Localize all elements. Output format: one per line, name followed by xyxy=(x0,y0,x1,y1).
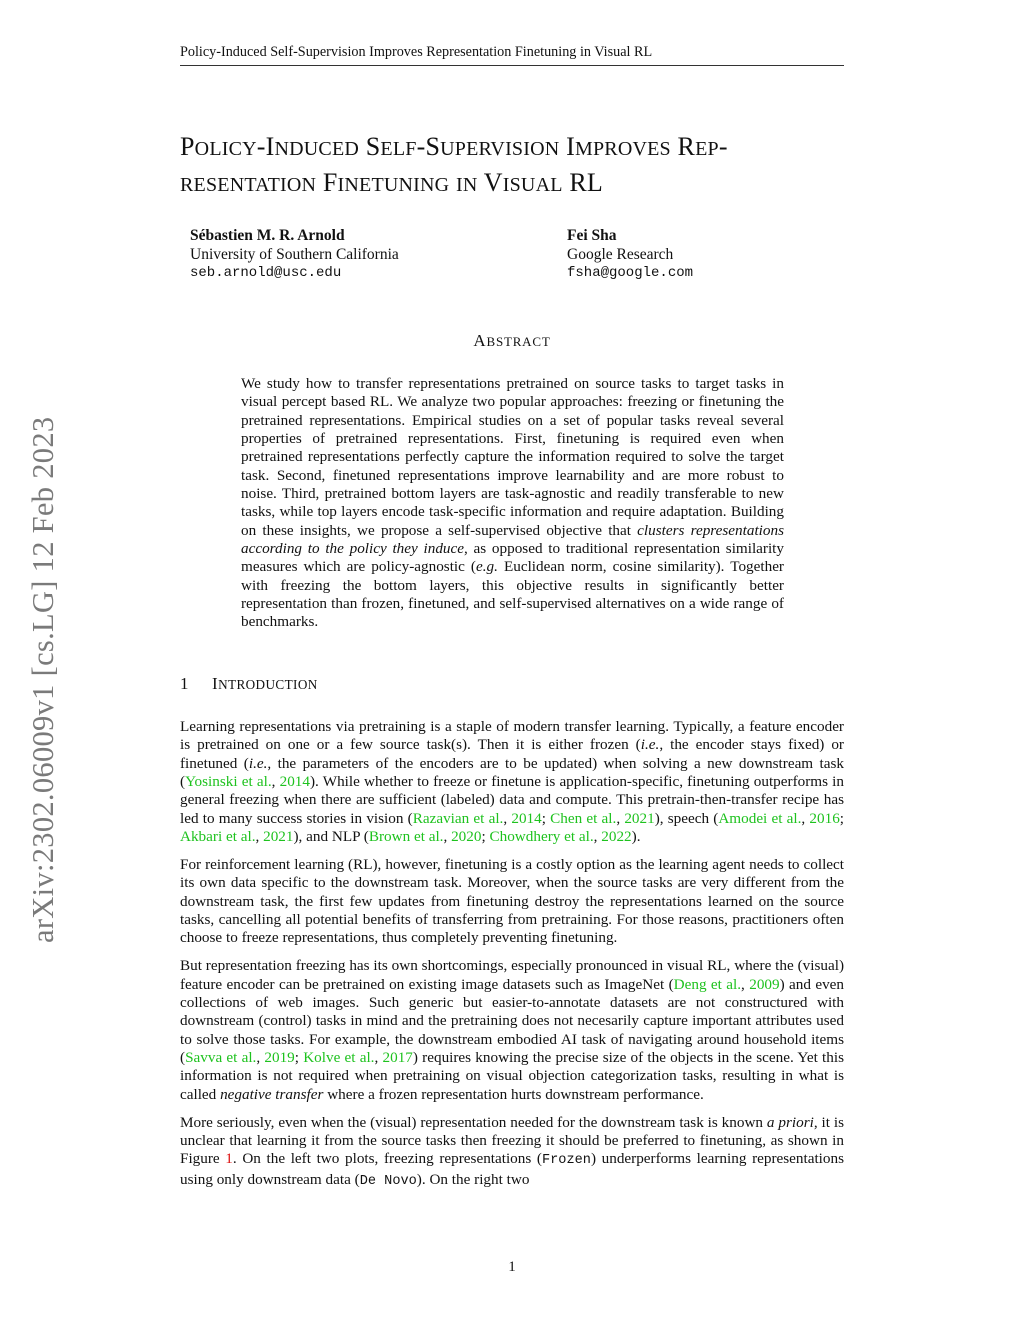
text-run: ), and NLP ( xyxy=(293,828,369,846)
title-separator: - xyxy=(718,132,728,161)
text-run: ), speech ( xyxy=(654,809,719,827)
body-paragraph xyxy=(180,957,844,1104)
title-word-rest: UPERVISION xyxy=(440,138,560,160)
text-run: ; xyxy=(481,828,490,846)
title-word-initial: RL xyxy=(569,168,603,197)
citation-link[interactable]: 2014 xyxy=(511,809,542,827)
title-word-initial: S xyxy=(365,132,381,161)
code-text: Frozen xyxy=(541,1153,591,1169)
text-run: ). While whether to freeze or finetune is application-specific, finetuning outperforms in general freezing when there are sufficient (labeled) data and compute. This pretrain-then-transfer recipe has led to many success stories in vision ( xyxy=(180,773,844,827)
text-run: We study how to transfer representations pretrained on source tasks to target tasks in visual percept based RL. We analyze two popular approaches: freezing or finetuning the pretrained representations. Empirical studies on a set of popular tasks reveal several properties of pretrained representations. First, finetuning is required even when pretrained representations perfectly capture the information required to solve the target task. Second, finetuned representations improve learnability and are more robust to noise. Third, pretrained bottom layers are task-agnostic and readily transferable to new tasks, while top layers encode task-specific information and require adaptation. Building on these insights, we propose a self-supervised objective that xyxy=(241,375,784,539)
title-word-rest: IN xyxy=(456,174,478,196)
text-run: , the parameters of the encoders are to be updated) when solving a new downstream task ( xyxy=(180,754,845,791)
title-word-rest: RESENTATION xyxy=(180,174,317,196)
citation-link[interactable]: Amodei et al. xyxy=(718,809,802,827)
text-run: But representation freezing has its own shortcomings, especially pronounced in visual RL, where the (visual) feature encoder can be pretrained on existing image datasets such as ImageNet ( xyxy=(180,957,844,993)
author-affiliation: University of Southern California xyxy=(190,245,399,263)
body-paragraph xyxy=(180,718,844,846)
author-affiliation: Google Research xyxy=(567,245,674,263)
author-block xyxy=(190,227,399,283)
section-heading-introduction xyxy=(180,674,318,694)
text-run: . On the left two plots, freezing representations ( xyxy=(232,1150,542,1168)
title-word-rest: EP xyxy=(695,138,719,160)
abstract-heading-rest: BSTRACT xyxy=(486,334,551,349)
text-run: , it is unclear that learning it from the source tasks then freezing it should be preferred to finetuning, as shown in Figure xyxy=(180,1113,844,1168)
text-run: , xyxy=(741,975,750,993)
text-run: , the encoder stays fixed) or finetuned ( xyxy=(180,736,844,772)
text-run: Euclidean norm, cosine similarity). Together with freezing the bottom layers, this objective results in significantly better representation than frozen, finetuned, and self-supervised alternatives on a wide range of benchmarks. xyxy=(241,558,784,631)
emphasis-text: i.e. xyxy=(640,736,660,754)
title-word-rest: ELF xyxy=(380,138,417,160)
title-separator xyxy=(359,132,366,161)
title-word-initial: I xyxy=(566,132,575,161)
citation-link[interactable]: 2009 xyxy=(749,975,780,993)
code-text: De Novo xyxy=(359,1173,417,1189)
text-run: ) requires knowing the precise size of the objects in the scene. Yet this information is not required when pretraining on visual objection categorization tasks, resulting in what is called xyxy=(180,1049,844,1103)
citation-link[interactable]: 2020 xyxy=(451,828,482,846)
title-separator xyxy=(449,168,456,197)
arxiv-identifier-stamp[interactable]: arXiv:2302.06009v1 [cs.LG] 12 Feb 2023 xyxy=(26,416,60,943)
section-title-cap: I xyxy=(212,674,219,693)
emphasis-text: e.g. xyxy=(475,558,498,576)
citation-link[interactable]: Akbari et al. xyxy=(180,828,256,846)
text-run: , as opposed to traditional representation similarity measures which are policy-agnostic ( xyxy=(241,540,784,576)
text-run: ). xyxy=(631,828,641,846)
citation-link[interactable]: Kolve et al. xyxy=(303,1049,375,1067)
citation-link[interactable]: 2019 xyxy=(264,1049,295,1067)
abstract-heading xyxy=(0,331,1024,351)
text-run: , xyxy=(616,809,625,827)
title-separator xyxy=(316,168,323,197)
text-run: ; xyxy=(541,809,551,827)
title-word-initial: I xyxy=(265,132,275,161)
citation-link[interactable]: 2021 xyxy=(263,828,294,846)
citation-link[interactable]: 2016 xyxy=(809,809,840,827)
text-run: , xyxy=(271,773,280,791)
title-word-rest: NDUCED xyxy=(274,138,360,160)
section-number: 1 xyxy=(180,674,189,693)
citation-link[interactable]: Chowdhery et al. xyxy=(489,828,594,846)
text-run: , xyxy=(255,828,264,846)
text-run: More seriously, even when the (visual) representation needed for the downstream task is known xyxy=(180,1113,767,1131)
text-run: , xyxy=(256,1049,265,1067)
citation-link[interactable]: Yosinski et al. xyxy=(185,773,272,791)
citation-link[interactable]: Razavian et al. xyxy=(412,809,504,827)
figure-reference-link[interactable]: 1 xyxy=(225,1150,233,1168)
introduction-body xyxy=(180,718,844,1201)
title-word-rest: MPROVES xyxy=(574,138,671,160)
author-email[interactable]: fsha@google.com xyxy=(567,265,694,281)
title-separator: - xyxy=(416,132,426,161)
text-run: ). On the right two xyxy=(416,1170,530,1188)
text-run: , xyxy=(443,828,452,846)
emphasis-text: a priori xyxy=(766,1113,814,1131)
text-run: ; xyxy=(839,809,845,827)
text-run: where a frozen representation hurts downstream performance. xyxy=(323,1085,704,1103)
text-run: ; xyxy=(294,1049,304,1067)
author-email[interactable]: seb.arnold@usc.edu xyxy=(190,265,342,281)
section-title-rest: NTRODUCTION xyxy=(218,677,318,692)
emphasis-text: clusters representations according to the policy they induce xyxy=(241,521,784,558)
text-run: Learning representations via pretraining is a staple of modern transfer learning. Typically, a feature encoder is pretrained on one or a few source task(s). Then it is either frozen ( xyxy=(180,718,844,754)
title-word-initial: V xyxy=(483,168,503,197)
body-paragraph xyxy=(180,856,844,948)
abstract-text xyxy=(241,375,784,632)
author-name: Sébastien M. R. Arnold xyxy=(190,227,345,244)
citation-link[interactable]: 2022 xyxy=(601,828,632,846)
title-separator: - xyxy=(256,132,266,161)
title-separator xyxy=(671,132,678,161)
paper-title xyxy=(180,130,860,202)
text-run: , xyxy=(374,1049,383,1067)
author-block xyxy=(567,227,693,283)
abstract-heading-cap: A xyxy=(473,331,487,350)
citation-link[interactable]: Deng et al. xyxy=(673,975,742,993)
title-word-initial: F xyxy=(322,168,338,197)
title-word-rest: INETUNING xyxy=(337,174,450,196)
text-run: For reinforcement learning (RL), however, finetuning is a costly option as the learning agent needs to collect its own data specific to the downstream task. Moreover, when the source tasks are very different from the downstream task, the first few updates from finetuning destroy the representations learned on the source tasks, cancelling all potential benefits of transferring from pretraining. For those reasons, practitioners often choose to freeze representations, thus completely preventing finetuning. xyxy=(180,856,844,947)
title-word-initial: P xyxy=(180,132,195,161)
text-run: , xyxy=(503,809,512,827)
text-run: , xyxy=(801,809,810,827)
citation-link[interactable]: Chen et al. xyxy=(550,809,617,827)
text-run: , xyxy=(593,828,602,846)
title-line-2 xyxy=(180,166,860,202)
emphasis-text: negative transfer xyxy=(220,1085,324,1103)
body-paragraph xyxy=(180,1114,844,1191)
title-word-rest: ISUAL xyxy=(502,174,563,196)
citation-link[interactable]: Savva et al. xyxy=(185,1049,257,1067)
citation-link[interactable]: 2014 xyxy=(279,773,310,791)
citation-link[interactable]: Brown et al. xyxy=(368,828,444,846)
running-header: Policy-Induced Self-Supervision Improves Representation Finetuning in Visual RL xyxy=(180,44,844,66)
title-word-rest: OLICY xyxy=(194,138,257,160)
text-run: ) and even collections of web images. Such generic but easier-to-annotate datasets are not constructured with downstream (control) tasks in mind and the pretraining does not necesarily capture important attributes used to solve those tasks. For example, the downstream embodied AI task of navigating around household items ( xyxy=(180,975,845,1067)
page-number: 1 xyxy=(508,1259,516,1275)
title-word-initial: S xyxy=(425,132,441,161)
title-word-initial: R xyxy=(677,132,696,161)
citation-link[interactable]: 2017 xyxy=(382,1049,413,1067)
emphasis-text: i.e. xyxy=(248,754,268,772)
title-line-1 xyxy=(180,130,860,166)
text-run: ) underperforms learning representations using only downstream data ( xyxy=(180,1150,844,1188)
citation-link[interactable]: 2021 xyxy=(624,809,655,827)
author-name: Fei Sha xyxy=(567,227,617,244)
